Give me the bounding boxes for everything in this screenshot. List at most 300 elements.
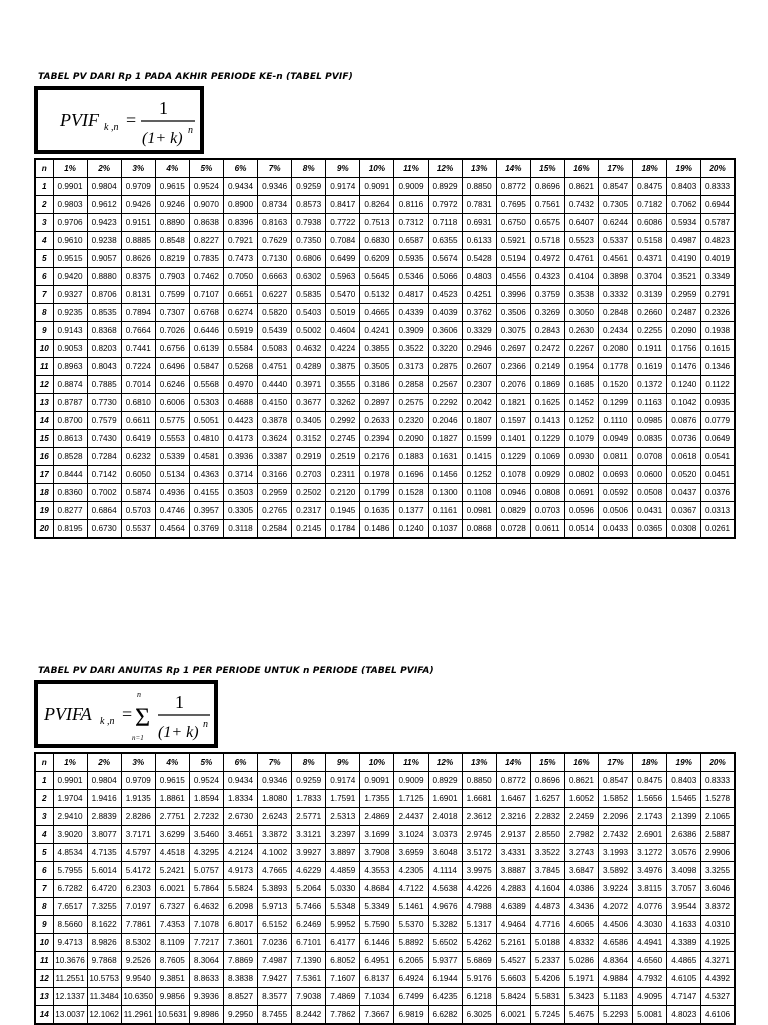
factor-cell: 5.7590 [360,916,394,934]
factor-cell: 0.2959 [258,484,292,502]
factor-cell: 4.4865 [667,952,701,970]
factor-cell: 0.5568 [189,376,223,394]
factor-cell: 0.8043 [87,358,121,376]
factor-cell: 4.7932 [633,970,667,988]
factor-cell: 0.1597 [496,412,530,430]
factor-cell: 0.8900 [223,196,257,214]
factor-cell: 0.0691 [564,484,598,502]
factor-cell: 0.1161 [428,502,462,520]
factor-cell: 0.2394 [360,430,394,448]
header-rate: 12% [428,753,462,772]
factor-cell: 0.4173 [223,430,257,448]
factor-cell: 0.2267 [564,340,598,358]
factor-cell: 0.7722 [326,214,360,232]
factor-cell: 0.1883 [394,448,428,466]
factor-cell: 0.5268 [223,358,257,376]
factor-cell: 0.3762 [462,304,496,322]
header-n: n [35,753,53,772]
factor-cell: 4.2305 [394,862,428,880]
factor-cell: 13.0037 [53,1006,87,1025]
factor-cell: 1.9416 [87,790,121,808]
table-row [35,340,735,358]
factor-cell: 1.7355 [360,790,394,808]
factor-cell: 3.7908 [360,844,394,862]
factor-cell: 0.8963 [53,358,87,376]
factor-cell: 0.0508 [633,484,667,502]
factor-cell: 0.4104 [564,268,598,286]
factor-cell: 0.7462 [189,268,223,286]
factor-cell: 0.5051 [189,412,223,430]
factor-cell: 0.2697 [496,340,530,358]
factor-cell: 0.8880 [87,268,121,286]
factor-cell: 4.7135 [87,844,121,862]
factor-cell: 0.5934 [667,214,701,232]
factor-cell: 5.9377 [428,952,462,970]
table-row [35,358,735,376]
factor-cell: 0.3186 [360,376,394,394]
factor-cell: 0.6810 [121,394,155,412]
factor-cell: 0.8116 [394,196,428,214]
factor-cell: 0.9070 [189,196,223,214]
factor-cell: 0.5339 [155,448,189,466]
factor-cell: 7.4869 [326,988,360,1006]
factor-cell: 0.2959 [667,286,701,304]
sigma-icon: Σ [135,703,151,732]
factor-cell: 0.2046 [428,412,462,430]
factor-cell: 0.8475 [633,178,667,196]
factor-cell: 0.1346 [701,358,735,376]
table-row [35,430,735,448]
factor-cell: 0.4190 [667,250,701,268]
factor-cell: 6.4720 [87,880,121,898]
factor-cell: 0.3624 [258,430,292,448]
factor-cell: 0.6496 [155,358,189,376]
pvif-title: TABEL PV DARI Rp 1 PADA AKHIR PERIODE KE-n (TABEL PVIF) [38,72,353,82]
factor-cell: 4.3389 [667,934,701,952]
factor-cell: 0.4150 [258,394,292,412]
factor-cell: 0.4251 [462,286,496,304]
factor-cell: 0.1827 [428,430,462,448]
factor-cell: 0.1042 [667,394,701,412]
table-row [35,844,735,862]
pvif-header-row [35,159,735,178]
factor-cell: 7.3667 [360,1006,394,1025]
factor-cell: 2.9137 [496,826,530,844]
factor-cell: 7.3601 [223,934,257,952]
period-cell: 1 [35,178,53,196]
factor-cell: 0.4241 [360,322,394,340]
factor-cell: 0.4556 [496,268,530,286]
factor-cell: 4.5797 [121,844,155,862]
factor-cell: 0.1756 [667,340,701,358]
factor-cell: 0.7130 [258,250,292,268]
pvifa-title: TABEL PV DARI ANUITAS Rp 1 PER PERIODE UNTUK n PERIODE (TABEL PVIFA) [38,666,434,676]
factor-cell: 5.5348 [326,898,360,916]
factor-cell: 0.8734 [258,196,292,214]
factor-cell: 4.3553 [360,862,394,880]
factor-cell: 0.3909 [394,322,428,340]
factor-cell: 3.8077 [87,826,121,844]
factor-cell: 0.7473 [223,250,257,268]
factor-cell: 0.9009 [394,178,428,196]
factor-cell: 0.8403 [667,772,701,790]
header-rate: 19% [667,159,701,178]
factor-cell: 2.2832 [530,808,564,826]
factor-cell: 0.4817 [394,286,428,304]
pvifa-formula-sub: k ,n [100,716,115,727]
factor-cell: 0.3875 [326,358,360,376]
pvifa-formula [34,680,218,748]
factor-cell: 0.3118 [223,520,257,539]
factor-cell: 0.6139 [189,340,223,358]
factor-cell: 2.3612 [462,808,496,826]
factor-cell: 2.6901 [633,826,667,844]
factor-cell: 0.4289 [292,358,326,376]
factor-cell: 0.6006 [155,394,189,412]
table-row [35,970,735,988]
pvifa-formula-num: 1 [175,692,184,712]
factor-cell: 0.2630 [564,322,598,340]
factor-cell: 0.0376 [701,484,735,502]
factor-cell: 0.0981 [462,502,496,520]
table-row [35,862,735,880]
factor-cell: 2.7751 [155,808,189,826]
factor-cell: 0.0930 [564,448,598,466]
factor-cell: 2.6243 [258,808,292,826]
pvifa-formula-exp: n [203,719,208,730]
header-rate: 8% [292,159,326,178]
factor-cell: 4.7716 [530,916,564,934]
factor-cell: 3.1272 [633,844,667,862]
factor-cell: 0.0876 [667,412,701,430]
factor-cell: 4.7988 [462,898,496,916]
factor-cell: 0.0506 [599,502,633,520]
factor-cell: 0.6768 [189,304,223,322]
table-row [35,916,735,934]
factor-cell: 4.9095 [633,988,667,1006]
factor-cell: 0.5921 [496,232,530,250]
factor-cell: 0.7972 [428,196,462,214]
factor-cell: 3.9224 [599,880,633,898]
table-row [35,826,735,844]
pvif-formula-lhs: PVIF [60,110,99,130]
factor-cell: 0.4019 [701,250,735,268]
factor-cell: 0.5337 [599,232,633,250]
factor-cell: 0.1452 [564,394,598,412]
factor-cell: 5.5831 [530,988,564,1006]
factor-cell: 9.8986 [189,1006,223,1025]
factor-cell: 0.7430 [87,430,121,448]
factor-cell: 0.6575 [530,214,564,232]
factor-cell: 1.7591 [326,790,360,808]
factor-cell: 0.5439 [258,322,292,340]
factor-cell: 0.3898 [599,268,633,286]
factor-cell: 0.0835 [633,430,667,448]
period-cell: 1 [35,772,53,790]
factor-cell: 0.8203 [87,340,121,358]
factor-cell: 0.4561 [599,250,633,268]
header-rate: 10% [360,159,394,178]
factor-cell: 0.2090 [394,430,428,448]
factor-cell: 0.2567 [428,376,462,394]
factor-cell: 0.4970 [223,376,257,394]
pvif-formula [34,86,204,154]
factor-cell: 0.2946 [462,340,496,358]
factor-cell: 0.3606 [428,322,462,340]
factor-cell: 0.3075 [496,322,530,340]
factor-cell: 1.5852 [599,790,633,808]
factor-cell: 0.8195 [53,520,87,539]
factor-cell: 0.9612 [87,196,121,214]
factor-cell: 0.2919 [292,448,326,466]
header-rate: 20% [701,753,735,772]
factor-cell: 0.9259 [292,178,326,196]
factor-cell: 1.7125 [394,790,428,808]
factor-cell: 5.3349 [360,898,394,916]
factor-cell: 0.3139 [633,286,667,304]
factor-cell: 0.5645 [360,268,394,286]
factor-cell: 7.7861 [121,916,155,934]
factor-cell: 1.6681 [462,790,496,808]
factor-cell: 0.8333 [701,178,735,196]
factor-cell: 2.2459 [564,808,598,826]
factor-cell: 0.2791 [701,286,735,304]
factor-cell: 0.4339 [394,304,428,322]
table-row [35,772,735,790]
factor-cell: 0.2745 [326,430,360,448]
factor-cell: 0.8621 [564,772,598,790]
factor-cell: 0.1520 [599,376,633,394]
factor-cell: 0.3506 [496,304,530,322]
factor-cell: 0.6209 [360,250,394,268]
pvif-formula-exp: n [188,125,193,136]
header-rate: 3% [121,753,155,772]
table-row [35,196,735,214]
header-rate: 1% [53,159,87,178]
factor-cell: 0.8403 [667,178,701,196]
factor-cell: 0.5919 [223,322,257,340]
factor-cell: 0.5158 [633,232,667,250]
factor-cell: 6.9819 [394,1006,428,1025]
factor-cell: 0.2858 [394,376,428,394]
factor-cell: 0.1078 [496,466,530,484]
factor-cell: 0.5703 [121,502,155,520]
factor-cell: 0.3957 [189,502,223,520]
factor-cell: 4.3271 [701,952,735,970]
factor-cell: 3.7845 [530,862,564,880]
factor-cell: 0.0514 [564,520,598,539]
factor-cell: 3.8897 [326,844,360,862]
factor-cell: 0.2320 [394,412,428,430]
factor-cell: 3.3255 [701,862,735,880]
factor-cell: 0.7894 [121,304,155,322]
factor-cell: 0.2502 [292,484,326,502]
factor-cell: 0.7142 [87,466,121,484]
header-rate: 15% [530,753,564,772]
factor-cell: 0.4665 [360,304,394,322]
factor-cell: 0.4423 [223,412,257,430]
factor-cell: 0.3759 [530,286,564,304]
factor-cell: 12.1062 [87,1006,121,1025]
factor-cell: 9.4713 [53,934,87,952]
factor-cell: 0.7831 [462,196,496,214]
factor-cell: 0.1625 [530,394,564,412]
factor-cell: 2.6730 [223,808,257,826]
factor-cell: 0.9524 [189,178,223,196]
factor-cell: 0.7513 [360,214,394,232]
factor-cell: 0.9615 [155,772,189,790]
factor-cell: 1.6052 [564,790,598,808]
factor-cell: 4.4941 [633,934,667,952]
header-rate: 4% [155,159,189,178]
factor-cell: 8.2442 [292,1006,326,1025]
factor-cell: 6.7327 [155,898,189,916]
factor-cell: 0.0929 [530,466,564,484]
table-row [35,214,735,232]
factor-cell: 0.5066 [428,268,462,286]
factor-cell: 0.6931 [462,214,496,232]
factor-cell: 8.8633 [189,970,223,988]
factor-cell: 0.8638 [189,214,223,232]
factor-cell: 0.1240 [667,376,701,394]
factor-cell: 0.4323 [530,268,564,286]
factor-cell: 0.0308 [667,520,701,539]
factor-cell: 0.4746 [155,502,189,520]
factor-cell: 4.9884 [599,970,633,988]
header-rate: 7% [258,753,292,772]
factor-cell: 5.4172 [121,862,155,880]
factor-cell: 0.6302 [292,268,326,286]
factor-cell: 0.2633 [360,412,394,430]
factor-cell: 0.1122 [701,376,735,394]
factor-cell: 0.1413 [530,412,564,430]
factor-cell: 5.1317 [462,916,496,934]
factor-cell: 12.1337 [53,988,87,1006]
factor-cell: 6.8052 [326,952,360,970]
factor-cell: 0.2076 [496,376,530,394]
factor-cell: 0.7050 [223,268,257,286]
factor-cell: 0.9009 [394,772,428,790]
factor-cell: 3.8372 [701,898,735,916]
factor-cell: 5.0286 [564,952,598,970]
factor-cell: 4.6106 [701,1006,735,1025]
factor-cell: 0.1978 [360,466,394,484]
period-cell: 4 [35,826,53,844]
factor-cell: 0.7664 [121,322,155,340]
factor-cell: 0.8626 [121,250,155,268]
period-cell: 20 [35,520,53,539]
factor-cell: 5.1971 [564,970,598,988]
factor-cell: 4.0310 [701,916,735,934]
factor-cell: 4.8332 [564,934,598,952]
factor-cell: 0.6086 [633,214,667,232]
factor-cell: 0.5303 [189,394,223,412]
factor-cell: 3.4098 [667,862,701,880]
factor-cell: 0.7062 [667,196,701,214]
factor-cell: 0.1300 [428,484,462,502]
factor-cell: 0.8850 [462,178,496,196]
factor-cell: 0.6499 [326,250,360,268]
factor-cell: 0.8890 [155,214,189,232]
factor-cell: 0.3677 [292,394,326,412]
factor-cell: 3.6048 [428,844,462,862]
header-rate: 6% [223,159,257,178]
header-rate: 19% [667,753,701,772]
period-cell: 5 [35,250,53,268]
factor-cell: 0.9235 [53,304,87,322]
factor-cell: 0.6446 [189,322,223,340]
factor-cell: 5.6603 [496,970,530,988]
factor-cell: 0.0935 [701,394,735,412]
factor-cell: 7.3255 [87,898,121,916]
factor-cell: 0.0868 [462,520,496,539]
svg-text:=: = [122,704,133,724]
factor-cell: 5.7245 [530,1006,564,1025]
factor-cell: 0.8874 [53,376,87,394]
factor-cell: 0.1229 [530,430,564,448]
header-rate: 9% [326,159,360,178]
svg-text:=: = [126,110,137,130]
factor-cell: 4.3436 [564,898,598,916]
factor-cell: 8.7455 [258,1006,292,1025]
factor-cell: 6.8017 [223,916,257,934]
pvifa-formula-den: (1+ k) [158,724,199,741]
factor-cell: 1.9704 [53,790,87,808]
factor-cell: 0.8547 [599,178,633,196]
factor-cell: 0.0431 [633,502,667,520]
factor-cell: 2.1743 [633,808,667,826]
factor-cell: 0.6355 [428,232,462,250]
header-rate: 4% [155,753,189,772]
factor-cell: 0.8375 [121,268,155,286]
factor-cell: 0.1599 [462,430,496,448]
factor-cell: 0.0596 [564,502,598,520]
factor-cell: 0.4688 [223,394,257,412]
factor-cell: 0.7903 [155,268,189,286]
factor-cell: 0.1240 [394,520,428,539]
factor-cell: 5.3282 [428,916,462,934]
factor-cell: 2.2096 [599,808,633,826]
factor-cell: 0.2584 [258,520,292,539]
header-rate: 16% [564,159,598,178]
period-cell: 9 [35,322,53,340]
factor-cell: 2.3216 [496,808,530,826]
factor-cell: 3.6299 [155,826,189,844]
factor-cell: 0.8772 [496,772,530,790]
factor-cell: 5.6869 [462,952,496,970]
factor-cell: 0.5523 [564,232,598,250]
factor-cell: 0.9057 [87,250,121,268]
factor-cell: 3.4651 [223,826,257,844]
factor-cell: 0.5134 [155,466,189,484]
factor-cell: 0.2292 [428,394,462,412]
header-rate: 20% [701,159,735,178]
factor-cell: 10.5753 [87,970,121,988]
factor-cell: 0.0703 [530,502,564,520]
factor-cell: 0.4604 [326,322,360,340]
factor-cell: 1.8080 [258,790,292,808]
factor-cell: 6.2065 [394,952,428,970]
factor-cell: 0.2703 [292,466,326,484]
factor-cell: 7.1390 [292,952,326,970]
header-rate: 16% [564,753,598,772]
factor-cell: 0.0728 [496,520,530,539]
factor-cell: 0.3971 [292,376,326,394]
factor-cell: 0.5820 [258,304,292,322]
factor-cell: 0.7307 [155,304,189,322]
factor-cell: 0.0736 [667,430,701,448]
factor-cell: 0.3050 [564,304,598,322]
